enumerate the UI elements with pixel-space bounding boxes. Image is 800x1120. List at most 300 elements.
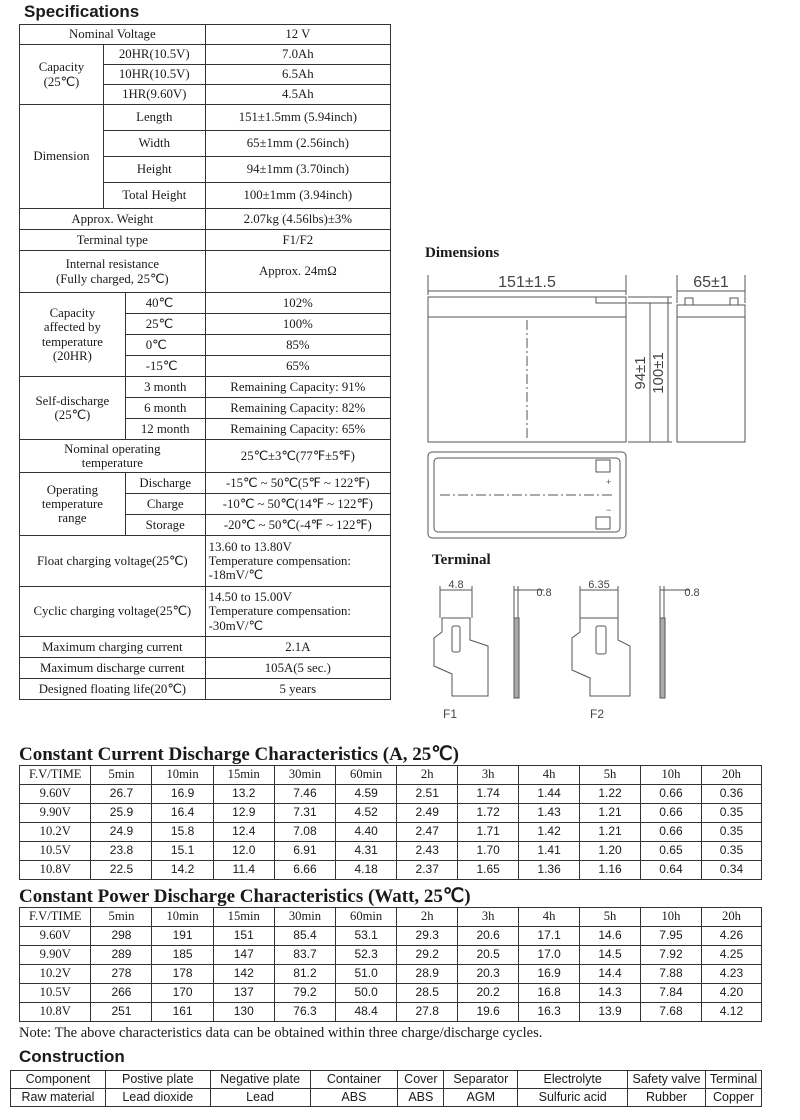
data-cell: 14.3 [580,984,641,1003]
spec-row-max-discharge-current [20,658,391,679]
header-cell: 15min [213,766,274,785]
label-line: Operating [46,482,98,497]
f1-slot [452,626,460,652]
f1-side-profile [514,618,519,698]
data-cell: 23.8 [91,842,152,861]
table-row [20,842,762,861]
spec-value: 102% [205,293,390,314]
spec-row-dimension [20,105,391,131]
label-line: temperature [41,334,103,349]
data-cell: 17.1 [519,927,580,946]
data-cell: 1.20 [580,842,641,861]
data-cell: 7.68 [640,1003,701,1022]
data-cell: 1.71 [458,823,519,842]
data-cell: 0.35 [701,804,761,823]
data-cell: 278 [91,965,152,984]
header-cell: Container [310,1071,398,1089]
battery-side-outline [677,305,745,442]
characteristics-note: Note: The above characteristics data can be obtained within three charge/discharge cycles. [19,1025,543,1041]
spec-value: 151±1.5mm (5.94inch) [205,105,390,131]
data-cell: 16.4 [152,804,213,823]
spec-value: Approx. 24mΩ [205,251,390,293]
data-cell: 1.74 [458,785,519,804]
data-cell: 4.31 [336,842,397,861]
label-line: temperature [41,496,103,511]
data-cell: 12.0 [213,842,274,861]
data-cell: 11.4 [213,861,274,880]
constant-current-table [19,765,762,880]
data-cell: 0.65 [640,842,701,861]
header-cell: 4h [519,908,580,927]
spec-label: Float charging voltage(25℃) [20,536,206,587]
data-cell: 1.21 [580,823,641,842]
constant-current-title: Constant Current Discharge Characteristics (A, 25℃) [19,744,459,765]
table-row [20,785,762,804]
table-row [20,861,762,880]
data-cell: 1.72 [458,804,519,823]
capacity-temperature-label [20,293,126,377]
data-cell: 14.4 [580,965,641,984]
header-cell: 5h [580,908,641,927]
table-row [20,927,762,946]
spec-value: 2.07kg (4.56lbs)±3% [205,209,390,230]
row-label-cell: 10.8V [20,1003,91,1022]
data-cell: 1.43 [519,804,580,823]
label-line: Nominal operating [64,441,161,456]
f1-thickness-text: 0.8 [536,587,552,599]
header-cell: Negative plate [210,1071,310,1089]
data-cell: 20.2 [458,984,519,1003]
header-row [11,1071,762,1089]
spec-row-weight [20,209,391,230]
data-cell: 7.88 [640,965,701,984]
data-cell: 2.47 [397,823,458,842]
header-cell: 20h [701,766,761,785]
data-cell: 20.5 [458,946,519,965]
data-cell: 266 [91,984,152,1003]
data-cell: 15.1 [152,842,213,861]
spec-value: 5 years [205,679,390,700]
f2-slot [596,626,606,654]
spec-row-operating-temperature-range [20,473,391,494]
data-cell: Copper [705,1089,761,1107]
spec-row-capacity-temperature [20,293,391,314]
spec-value: -20℃ ~ 50℃(-4℉ ~ 122℉) [205,515,390,536]
spec-sub-label: Charge [125,494,205,515]
data-cell: Lead [210,1089,310,1107]
data-cell: ABS [398,1089,444,1107]
data-cell: 4.26 [701,927,761,946]
data-cell: 29.2 [397,946,458,965]
table-row [20,1003,762,1022]
f2-thickness-text: 0.8 [684,587,700,599]
data-cell: 28.9 [397,965,458,984]
data-cell: 20.3 [458,965,519,984]
spec-label: Maximum discharge current [20,658,206,679]
data-cell: 14.2 [152,861,213,880]
data-cell: 4.20 [701,984,761,1003]
data-cell: 2.37 [397,861,458,880]
data-cell: 85.4 [274,927,335,946]
data-cell: 19.6 [458,1003,519,1022]
spec-value: Remaining Capacity: 91% [205,377,390,398]
data-cell: 137 [213,984,274,1003]
f2-label: F2 [589,707,605,721]
table-row [20,965,762,984]
label-line: (Fully charged, 25℃) [56,271,169,286]
data-cell: 170 [152,984,213,1003]
spec-row-floating-life [20,679,391,700]
data-cell: 25.9 [91,804,152,823]
row-label-cell: 9.90V [20,804,91,823]
data-cell: 0.66 [640,804,701,823]
data-cell: 0.66 [640,785,701,804]
header-cell: 5h [580,766,641,785]
header-cell: Terminal [705,1071,761,1089]
data-cell: 14.5 [580,946,641,965]
row-label-cell: 9.90V [20,946,91,965]
top-terminal-negative [596,517,610,529]
data-cell: 1.70 [458,842,519,861]
data-cell: 0.35 [701,823,761,842]
data-cell: 1.65 [458,861,519,880]
spec-value: Remaining Capacity: 65% [205,419,390,440]
data-cell: 22.5 [91,861,152,880]
data-cell: 2.51 [397,785,458,804]
spec-sub-label: 12 month [125,419,205,440]
header-cell: 2h [397,766,458,785]
header-cell: 15min [213,908,274,927]
header-cell: 10min [152,766,213,785]
data-cell: Sulfuric acid [518,1089,628,1107]
spec-value: 25℃±3℃(77℉±5℉) [205,440,390,473]
spec-label: Terminal type [20,230,206,251]
spec-sub-label: Total Height [103,183,205,209]
data-cell: 147 [213,946,274,965]
data-cell: 83.7 [274,946,335,965]
data-cell: 1.36 [519,861,580,880]
f2-width-text: 6.35 [588,579,610,591]
spec-row-cyclic-charging [20,587,391,637]
spec-value: 105A(5 sec.) [205,658,390,679]
spec-value: 85% [205,335,390,356]
data-cell: 51.0 [336,965,397,984]
data-cell: 29.3 [397,927,458,946]
data-cell: 1.44 [519,785,580,804]
header-cell: Postive plate [105,1071,210,1089]
data-cell: 4.59 [336,785,397,804]
header-cell: Electrolyte [518,1071,628,1089]
data-cell: 251 [91,1003,152,1022]
top-terminal-positive [596,460,610,472]
data-cell: 81.2 [274,965,335,984]
row-label-cell: 9.60V [20,927,91,946]
spec-row-nominal-operating-temperature [20,440,391,473]
terminal-step [596,297,626,303]
spec-sub-label: 1HR(9.60V) [103,85,205,105]
header-cell: Safety valve [628,1071,706,1089]
data-cell: 15.8 [152,823,213,842]
constant-power-title: Constant Power Discharge Characteristics (Watt, 25℃) [19,886,471,907]
data-cell: 16.3 [519,1003,580,1022]
data-cell: 1.21 [580,804,641,823]
spec-value: F1/F2 [205,230,390,251]
spec-row-terminal-type [20,230,391,251]
data-cell: 50.0 [336,984,397,1003]
header-cell: 3h [458,908,519,927]
spec-value: 12 V [205,25,390,45]
row-label-cell: 10.5V [20,984,91,1003]
spec-sub-label: Length [103,105,205,131]
header-cell: 2h [397,908,458,927]
data-cell: 191 [152,927,213,946]
specifications-title: Specifications [24,2,140,21]
value-line: 14.50 to 15.00V [208,590,292,605]
header-cell: 60min [336,766,397,785]
label-line: affected by [43,320,101,335]
data-cell: 28.5 [397,984,458,1003]
header-cell: 10h [640,908,701,927]
spec-sub-label: 25℃ [125,314,205,335]
spec-sub-label: Discharge [125,473,205,494]
data-cell: 4.18 [336,861,397,880]
data-cell: 161 [152,1003,213,1022]
data-cell: 1.42 [519,823,580,842]
data-cell: 12.4 [213,823,274,842]
plus-mark: + [606,477,612,487]
spec-sub-label: Height [103,157,205,183]
data-cell: 4.52 [336,804,397,823]
data-cell: 130 [213,1003,274,1022]
data-cell: 1.41 [519,842,580,861]
terminal-label: Terminal [432,552,491,568]
table-row [20,804,762,823]
data-cell: 24.9 [91,823,152,842]
spec-value: 65% [205,356,390,377]
terminal-drawing [420,578,720,728]
data-cell: 1.22 [580,785,641,804]
header-cell: 60min [336,908,397,927]
row-label-cell: 9.60V [20,785,91,804]
data-cell: 4.12 [701,1003,761,1022]
data-cell: 0.66 [640,823,701,842]
data-cell: 48.4 [336,1003,397,1022]
dimensions-label: Dimensions [425,245,500,261]
data-cell: 6.66 [274,861,335,880]
data-cell: 1.16 [580,861,641,880]
data-cell: 6.91 [274,842,335,861]
header-cell: Component [11,1071,106,1089]
header-cell: F.V/TIME [20,908,91,927]
data-cell: 7.92 [640,946,701,965]
header-cell: 30min [274,766,335,785]
data-cell: AGM [444,1089,518,1107]
label-line: Self-discharge [35,393,110,408]
table-row [11,1089,762,1107]
spec-value: -10℃ ~ 50℃(14℉ ~ 122℉) [205,494,390,515]
spec-sub-label: Storage [125,515,205,536]
self-discharge-label [20,377,126,440]
value-line: Temperature compensation: [208,604,351,619]
spec-value: 100±1mm (3.94inch) [205,183,390,209]
spec-value: 100% [205,314,390,335]
header-cell: Cover [398,1071,444,1089]
data-cell: 0.36 [701,785,761,804]
spec-value: 4.5Ah [205,85,390,105]
label-line: (25℃) [43,74,80,89]
data-cell: ABS [310,1089,398,1107]
spec-sub-label: 0℃ [125,335,205,356]
data-cell: 0.34 [701,861,761,880]
f1-terminal-shape [434,618,488,696]
data-cell: 16.8 [519,984,580,1003]
data-cell: 26.7 [91,785,152,804]
data-cell: 52.3 [336,946,397,965]
spec-sub-label: Width [103,131,205,157]
data-cell: 298 [91,927,152,946]
data-cell: Rubber [628,1089,706,1107]
capacity-label [20,45,104,105]
data-cell: 16.9 [152,785,213,804]
row-label-cell: 10.5V [20,842,91,861]
header-cell: 5min [91,908,152,927]
spec-label: Maximum charging current [20,637,206,658]
data-cell: 2.49 [397,804,458,823]
spec-value: 94±1mm (3.70inch) [205,157,390,183]
minus-mark: − [606,505,612,515]
data-cell: 13.9 [580,1003,641,1022]
spec-value: Remaining Capacity: 82% [205,398,390,419]
spec-value: 65±1mm (2.56inch) [205,131,390,157]
spec-row-capacity [20,45,391,65]
spec-row-max-charging-current [20,637,391,658]
header-cell: 10min [152,908,213,927]
dimensions-drawing [410,265,800,550]
data-cell: 0.64 [640,861,701,880]
data-cell: 13.2 [213,785,274,804]
data-cell: 12.9 [213,804,274,823]
value-line: -30mV/℃ [208,618,263,633]
spec-value: 2.1A [205,637,390,658]
dimension-label: Dimension [20,105,104,209]
spec-value [205,536,390,587]
row-label-cell: 10.8V [20,861,91,880]
spec-label [20,440,206,473]
spec-sub-label: 6 month [125,398,205,419]
data-cell: 2.43 [397,842,458,861]
header-cell: 4h [519,766,580,785]
header-cell: 10h [640,766,701,785]
header-row [20,908,762,927]
specifications-table [19,24,391,700]
data-cell: 17.0 [519,946,580,965]
f2-side-profile [660,618,665,698]
spec-sub-label: 3 month [125,377,205,398]
construction-table [10,1070,762,1107]
spec-sub-label: -15℃ [125,356,205,377]
header-cell: Separator [444,1071,518,1089]
width-dimension-text: 65±1 [693,274,729,291]
data-cell: 76.3 [274,1003,335,1022]
spec-sub-label: 40℃ [125,293,205,314]
label-line: Capacity [49,306,96,321]
data-cell: 79.2 [274,984,335,1003]
label-line: temperature [81,456,143,470]
data-cell: 7.08 [274,823,335,842]
table-row [20,946,762,965]
spec-label: Designed floating life(20℃) [20,679,206,700]
side-terminal [730,298,738,305]
f1-width-text: 4.8 [448,579,464,591]
label-line: (25℃) [54,408,91,422]
spec-value: 7.0Ah [205,45,390,65]
row-label-cell: 10.2V [20,823,91,842]
constant-power-table [19,907,762,1022]
data-cell: 185 [152,946,213,965]
spec-row-float-charging [20,536,391,587]
spec-label: Cyclic charging voltage(25℃) [20,587,206,637]
data-cell: 151 [213,927,274,946]
data-cell: 4.25 [701,946,761,965]
header-cell: 3h [458,766,519,785]
table-row [20,984,762,1003]
label-line: range [58,511,87,526]
spec-value: -15℃ ~ 50℃(5℉ ~ 122℉) [205,473,390,494]
data-cell: 27.8 [397,1003,458,1022]
spec-row-nominal-voltage [20,25,391,45]
spec-sub-label: 20HR(10.5V) [103,45,205,65]
data-cell: 7.46 [274,785,335,804]
label-line: Internal resistance [65,257,160,272]
label-line: (20HR) [52,348,92,363]
value-line: -18mV/℃ [208,568,263,583]
header-cell: 30min [274,908,335,927]
total-height-dimension-text: 100±1 [650,352,667,394]
operating-temperature-range-label [20,473,126,536]
data-cell: 16.9 [519,965,580,984]
data-cell: 4.23 [701,965,761,984]
spec-row-internal-resistance [20,251,391,293]
construction-title: Construction [19,1047,125,1066]
data-cell: 14.6 [580,927,641,946]
data-cell: 20.6 [458,927,519,946]
height-dimension-text: 94±1 [632,356,649,390]
spec-sub-label: 10HR(10.5V) [103,65,205,85]
value-line: 13.60 to 13.80V [208,539,292,554]
data-cell: Raw material [11,1089,106,1107]
side-terminal [685,298,693,305]
data-cell: 0.35 [701,842,761,861]
data-cell: 53.1 [336,927,397,946]
spec-row-self-discharge [20,377,391,398]
data-cell: 7.31 [274,804,335,823]
spec-label: Approx. Weight [20,209,206,230]
data-cell: 142 [213,965,274,984]
data-cell: 7.84 [640,984,701,1003]
data-cell: Lead dioxide [105,1089,210,1107]
header-row [20,766,762,785]
f1-label: F1 [442,707,458,721]
row-label-cell: 10.2V [20,965,91,984]
label-line: Capacity [38,60,85,75]
data-cell: 289 [91,946,152,965]
spec-label: Nominal Voltage [20,25,206,45]
length-dimension-text: 151±1.5 [498,274,556,291]
f2-terminal-shape [572,618,630,696]
header-cell: 20h [701,908,761,927]
spec-label [20,251,206,293]
data-cell: 178 [152,965,213,984]
